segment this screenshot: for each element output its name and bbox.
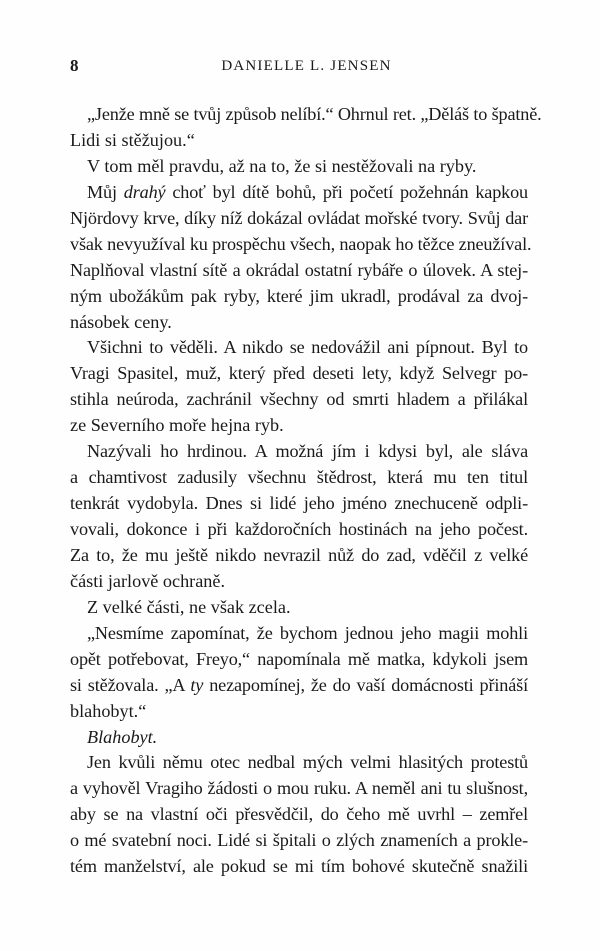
page-number: 8 <box>70 56 79 75</box>
text-run: nezapomínej, že do vaší domácnosti přináší <box>203 674 528 695</box>
text-line: vovali, dokonce i při každoročních hostinách na jeho počest. <box>70 519 528 539</box>
text-line: části jarlově ochraně. <box>70 570 226 591</box>
text-line: Naplňoval vlastní sítě a okrádal ostatní rybáře o úlovek. A stej- <box>70 259 528 280</box>
text-line: V tom měl pravdu, až na to, že si nestěžovali na ryby. <box>87 155 477 176</box>
text-line: o mé svatební noci. Lidé si špitali o zlých znameních a prokle- <box>70 830 528 851</box>
text-line: opět potřebovat, Freyo,“ napomínala mě matka, kdykoli jsem <box>70 648 528 669</box>
text-line: tenkrát vydobyla. Dnes si lidé jeho jméno znechuceně odpli- <box>70 493 528 514</box>
text-line: „Nesmíme zapomínat, že bychom jednou jeho magii mohli <box>87 622 528 643</box>
text-run: Můj <box>87 181 124 202</box>
text-line: ze Severního moře hejna ryb. <box>70 415 284 436</box>
text-line: aby se na vlastní oči přesvědčil, do čeho mě uvrhl – zemřel <box>70 804 528 825</box>
text-line: však nevyužíval ku prospěchu všech, naopak ho těžce zneužíval. <box>70 233 532 254</box>
text-line: tém manželství, ale pokud se mi tím bohové skutečně snažili <box>70 856 528 877</box>
text-line: Nazývali ho hrdinou. A možná jím i kdysi byl, ale sláva <box>87 441 528 462</box>
text-line: Lidi si stěžujou.“ <box>70 129 195 150</box>
text-run: si stěžovala. „A <box>70 674 191 695</box>
text-line: Jen kvůli němu otec nedbal mých velmi hlasitých protestů <box>87 752 528 773</box>
text-line: stihla neúroda, zachránil všechny od smrti hladem a přilákal <box>70 389 528 410</box>
text-line: Za to, že mu ještě nikdo nevrazil nůž do zad, vděčil z velké <box>70 544 528 565</box>
italic-emphasis: drahý <box>123 181 166 202</box>
text-line: a chamtivost zadusily všechnu štědrost, která mu ten titul <box>70 467 528 488</box>
italic-emphasis: ty <box>190 674 204 695</box>
text-line: blahobyt.“ <box>70 700 147 721</box>
text-line: násobek ceny. <box>70 311 172 332</box>
text-line: Njördovy krve, díky níž dokázal ovládat mořské tvory. Svůj dar <box>70 207 528 228</box>
italic-emphasis: Blahobyt. <box>87 726 158 747</box>
running-head <box>70 54 525 78</box>
text-line: Vragi Spasitel, muž, který před deseti lety, když Selvegr po- <box>70 363 528 384</box>
text-line: ným ubožákům pak ryby, které jim ukradl, prodával za dvoj- <box>70 285 528 306</box>
text-line <box>70 673 528 699</box>
text-run: choť byl dítě bohů, při početí požehnán kapkou <box>165 181 529 202</box>
text-line: Z velké části, ne však zcela. <box>87 596 291 617</box>
text-line: „Jenže mně se tvůj způsob nelíbí.“ Ohrnul ret. „Děláš to špatně. <box>87 104 542 124</box>
text-line <box>70 180 528 206</box>
text-line: Všichni to věděli. A nikdo se nedovážil ani pípnout. Byl to <box>87 337 528 358</box>
text-line: a vyhověl Vragiho žádosti o mou ruku. A neměl ani tu slušnost, <box>70 778 528 799</box>
author-name: DANIELLE L. JENSEN <box>221 58 392 74</box>
body-text <box>70 102 542 880</box>
text-line <box>70 725 528 751</box>
